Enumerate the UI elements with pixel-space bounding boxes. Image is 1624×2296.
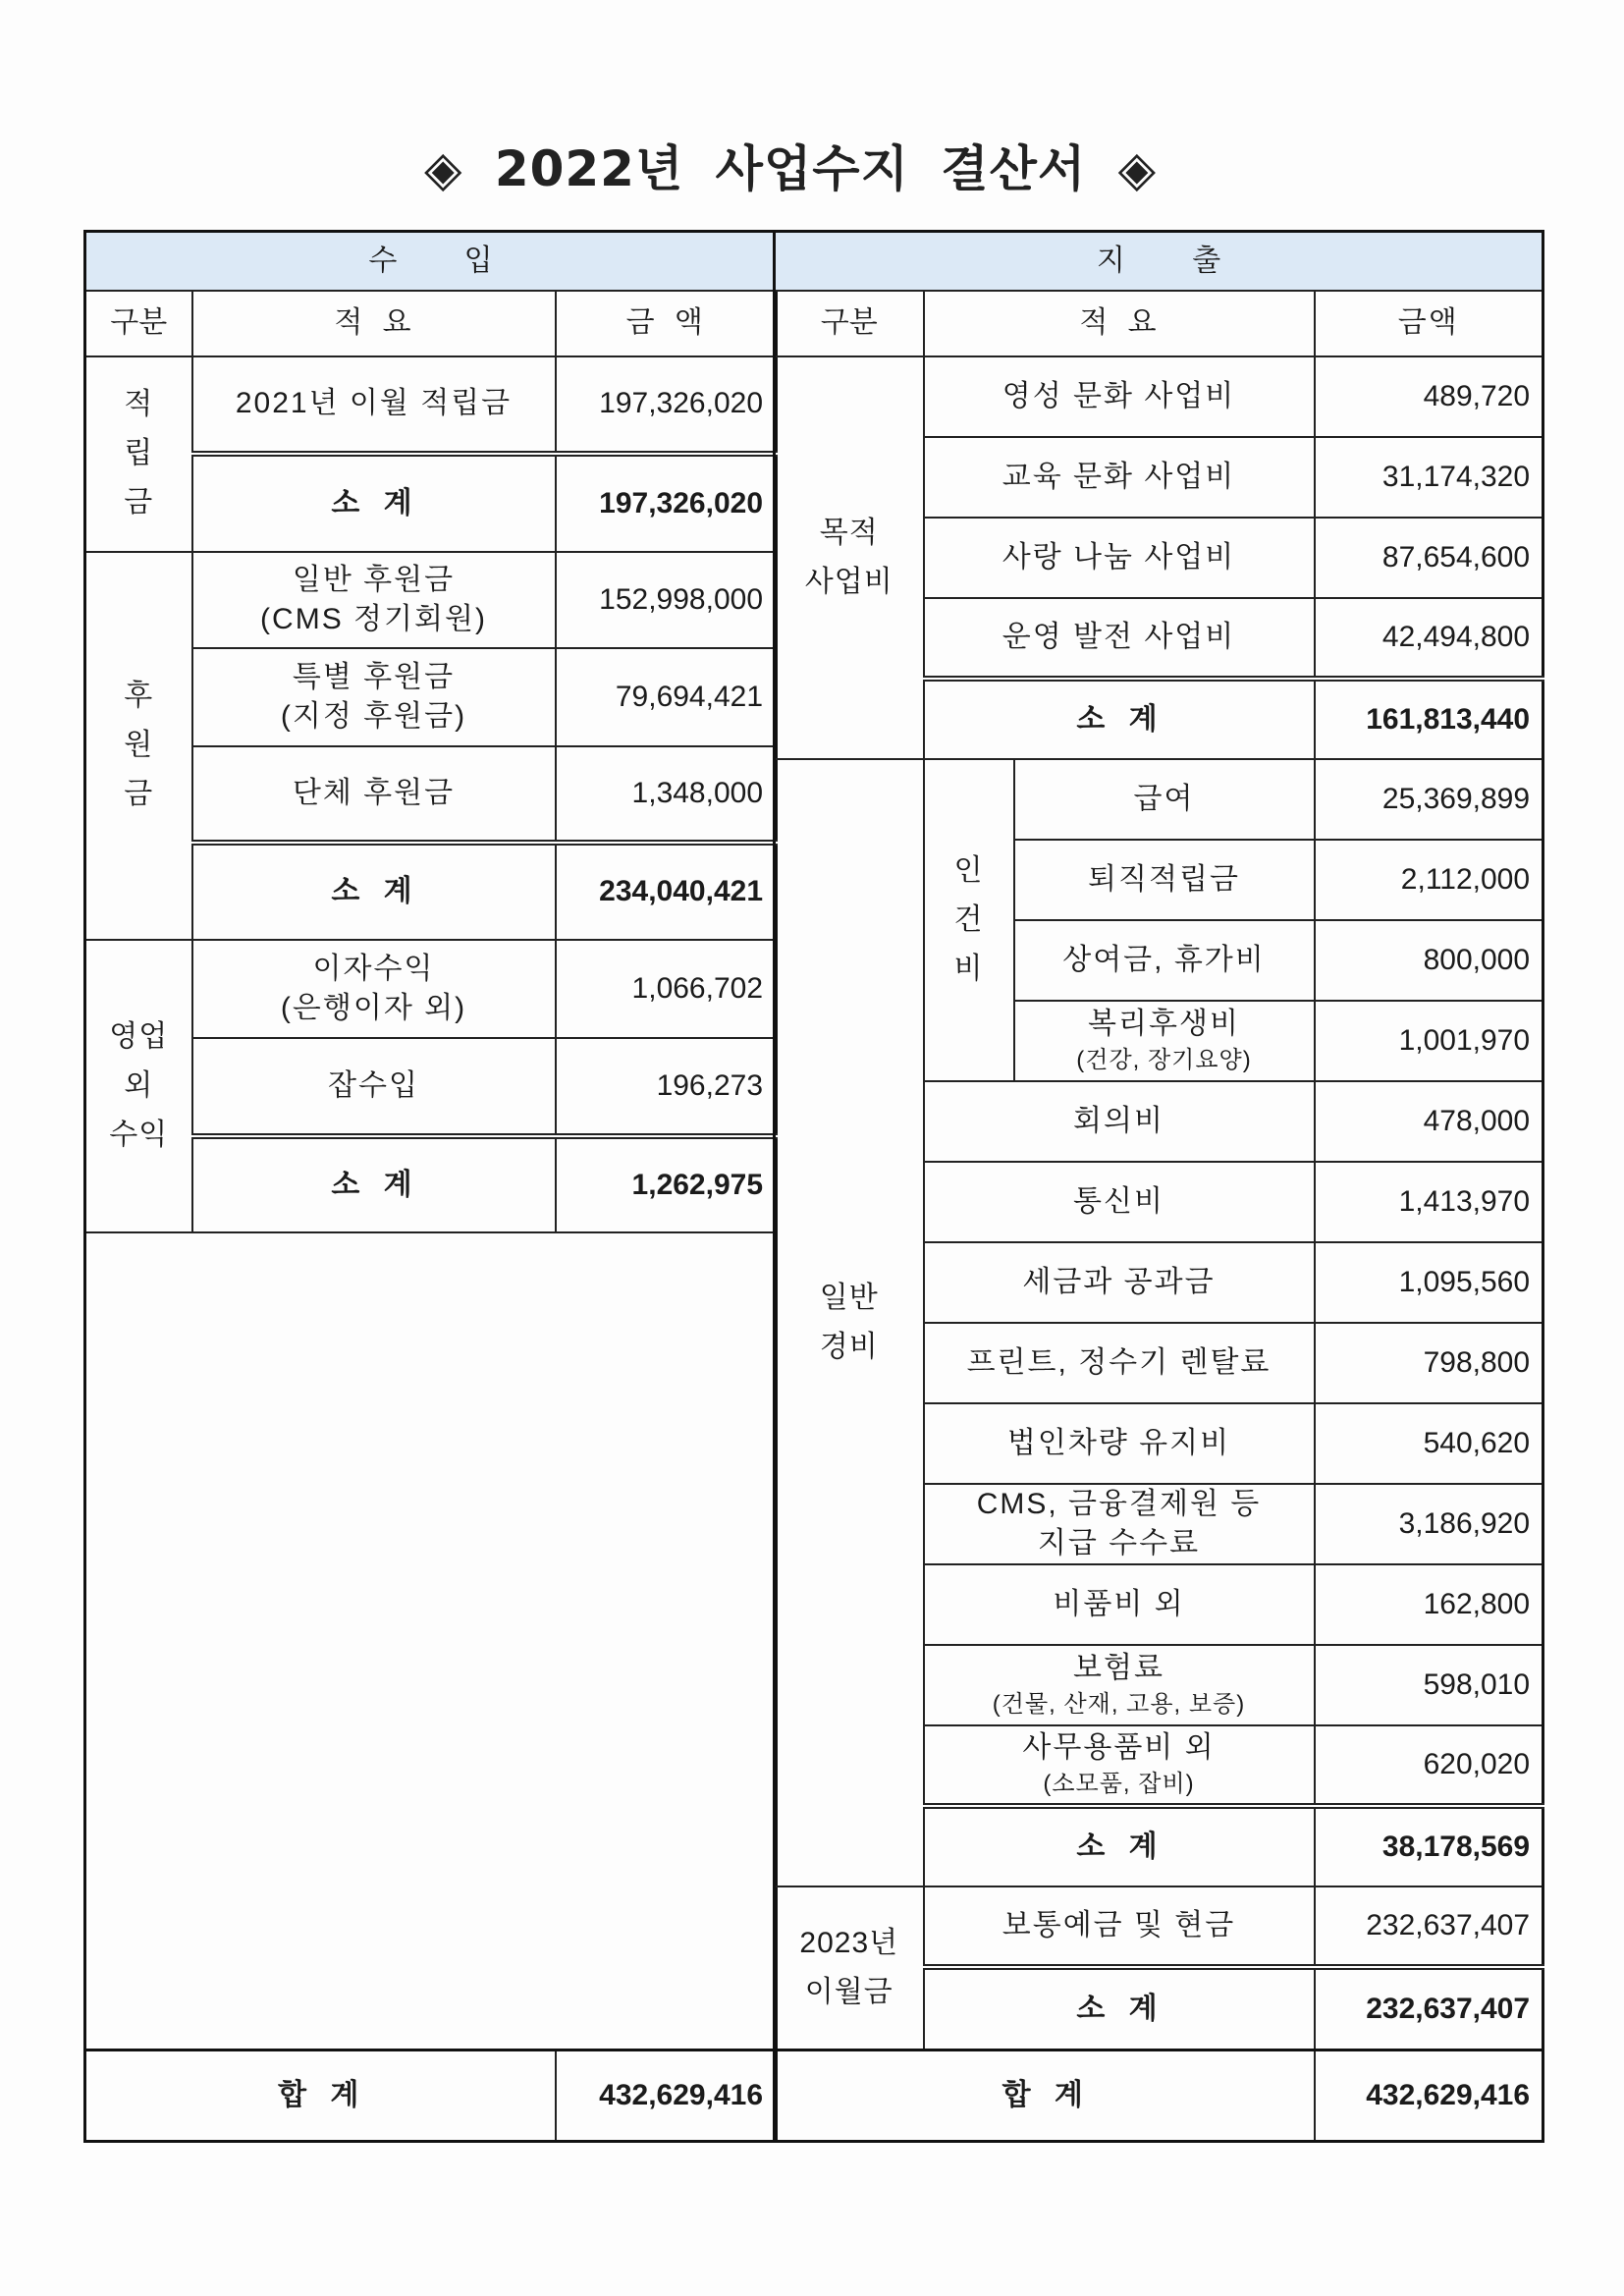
income-item-amount: 197,326,020 bbox=[556, 356, 777, 454]
item-name: 특별 후원금 bbox=[292, 660, 456, 693]
income-subtotal-amount: 1,262,975 bbox=[556, 1136, 777, 1232]
item-note: (건강, 장기요양) bbox=[1076, 1046, 1252, 1073]
expense-item-amount: 87,654,600 bbox=[1315, 518, 1543, 598]
table-row bbox=[775, 1886, 1543, 1967]
expense-item-description: 프린트, 정수기 렌탈료 bbox=[924, 1323, 1315, 1403]
expense-item-amount: 3,186,920 bbox=[1315, 1484, 1543, 1564]
income-subtotal-label: 소 계 bbox=[192, 843, 556, 940]
item-note: (건물, 산재, 고용, 보증) bbox=[992, 1690, 1246, 1718]
income-group-label-non-operating: 영업 외 수익 bbox=[85, 940, 192, 1232]
item-note: (은행이자 외) bbox=[280, 991, 467, 1024]
income-total-amount: 432,629,416 bbox=[556, 2050, 777, 2142]
expense-group-label-program: 목적 사업비 bbox=[775, 356, 924, 759]
income-table bbox=[83, 230, 778, 2143]
income-item-amount: 79,694,421 bbox=[556, 648, 777, 746]
income-subtotal-amount: 234,040,421 bbox=[556, 843, 777, 940]
expense-subtotal-amount: 38,178,569 bbox=[1315, 1806, 1543, 1886]
income-item-amount: 1,348,000 bbox=[556, 746, 777, 843]
expense-item-description bbox=[924, 1484, 1315, 1564]
table-row bbox=[85, 1232, 777, 2050]
table-row bbox=[85, 552, 777, 648]
income-item-description bbox=[192, 552, 556, 648]
expense-item-description: 운영 발전 사업비 bbox=[924, 598, 1315, 679]
expense-item-description: 법인차량 유지비 bbox=[924, 1403, 1315, 1484]
expense-item-description: 통신비 bbox=[924, 1162, 1315, 1242]
income-item-amount: 1,066,702 bbox=[556, 940, 777, 1038]
income-group-label-reserve: 적 립 금 bbox=[85, 356, 192, 552]
expense-item-amount: 598,010 bbox=[1315, 1645, 1543, 1725]
item-name: 보험료 bbox=[1073, 1651, 1164, 1684]
income-item-amount: 152,998,000 bbox=[556, 552, 777, 648]
expense-total-amount: 432,629,416 bbox=[1315, 2050, 1543, 2142]
expense-item-description: 회의비 bbox=[924, 1081, 1315, 1162]
table-row bbox=[85, 940, 777, 1038]
income-subtotal-amount: 197,326,020 bbox=[556, 454, 777, 552]
expense-item-description: 교육 문화 사업비 bbox=[924, 437, 1315, 518]
expense-item-amount: 25,369,899 bbox=[1315, 759, 1543, 840]
expense-item-description: 사랑 나눔 사업비 bbox=[924, 518, 1315, 598]
expense-item-description: 영성 문화 사업비 bbox=[924, 356, 1315, 437]
item-name: 일반 후원금 bbox=[292, 563, 456, 596]
expense-item-amount: 620,020 bbox=[1315, 1725, 1543, 1806]
expense-item-description: 급여 bbox=[1014, 759, 1315, 840]
expense-subtotal-label: 소 계 bbox=[924, 679, 1315, 759]
expense-item-amount: 1,001,970 bbox=[1315, 1001, 1543, 1081]
income-blank-area bbox=[85, 1232, 777, 2050]
income-group-label-donations: 후 원 금 bbox=[85, 552, 192, 940]
expense-item-description bbox=[924, 1645, 1315, 1725]
expense-col-category: 구분 bbox=[775, 291, 924, 356]
expense-item-description: 세금과 공과금 bbox=[924, 1242, 1315, 1323]
expense-item-amount: 800,000 bbox=[1315, 920, 1543, 1001]
total-row bbox=[85, 2050, 777, 2142]
income-section-header: 수 입 bbox=[85, 232, 777, 291]
expense-item-amount: 42,494,800 bbox=[1315, 598, 1543, 679]
expense-table bbox=[773, 230, 1544, 2143]
item-note: 지급 수수료 bbox=[1037, 1526, 1201, 1559]
expense-subtotal-amount: 232,637,407 bbox=[1315, 1967, 1543, 2050]
expense-item-amount: 2,112,000 bbox=[1315, 840, 1543, 920]
income-col-description: 적 요 bbox=[192, 291, 556, 356]
item-note: (소모품, 잡비) bbox=[1043, 1770, 1195, 1797]
expense-col-description: 적 요 bbox=[924, 291, 1315, 356]
income-item-description: 2021년 이월 적립금 bbox=[192, 356, 556, 454]
document-title: ◈ 2022년 사업수지 결산서 ◈ bbox=[423, 140, 1158, 197]
expense-item-amount: 540,620 bbox=[1315, 1403, 1543, 1484]
income-total-label: 합 계 bbox=[85, 2050, 556, 2142]
income-item-description bbox=[192, 648, 556, 746]
table-row bbox=[85, 356, 777, 454]
expense-section-header-row bbox=[775, 232, 1543, 291]
total-row bbox=[775, 2050, 1543, 2142]
expense-item-amount: 31,174,320 bbox=[1315, 437, 1543, 518]
expense-subgroup-label-personnel: 인 건 비 bbox=[924, 759, 1014, 1081]
income-subtotal-label: 소 계 bbox=[192, 1136, 556, 1232]
expense-item-amount: 162,800 bbox=[1315, 1564, 1543, 1645]
expense-section-header: 지 출 bbox=[775, 232, 1543, 291]
expense-item-amount: 1,413,970 bbox=[1315, 1162, 1543, 1242]
expense-item-description: 퇴직적립금 bbox=[1014, 840, 1315, 920]
expense-item-amount: 1,095,560 bbox=[1315, 1242, 1543, 1323]
table-row bbox=[775, 759, 1543, 840]
expense-subtotal-label: 소 계 bbox=[924, 1967, 1315, 2050]
item-name: CMS, 금융결제원 등 bbox=[976, 1487, 1262, 1520]
item-name: 사무용품비 외 bbox=[1022, 1730, 1216, 1764]
table-row bbox=[775, 356, 1543, 437]
expense-group-label-general: 일반 경비 bbox=[775, 759, 924, 1886]
item-note: (CMS 정기회원) bbox=[260, 602, 487, 635]
income-column-header-row bbox=[85, 291, 777, 356]
income-section-header-row bbox=[85, 232, 777, 291]
income-col-amount: 금 액 bbox=[556, 291, 777, 356]
item-name: 이자수익 bbox=[312, 952, 435, 985]
expense-item-description bbox=[1014, 1001, 1315, 1081]
income-item-description: 단체 후원금 bbox=[192, 746, 556, 843]
income-item-amount: 196,273 bbox=[556, 1038, 777, 1136]
income-item-description: 잡수입 bbox=[192, 1038, 556, 1136]
expense-total-label: 합 계 bbox=[775, 2050, 1315, 2142]
expense-item-description: 비품비 외 bbox=[924, 1564, 1315, 1645]
expense-item-amount: 798,800 bbox=[1315, 1323, 1543, 1403]
expense-item-amount: 478,000 bbox=[1315, 1081, 1543, 1162]
expense-column-header-row bbox=[775, 291, 1543, 356]
expense-group-label-carryover: 2023년 이월금 bbox=[775, 1886, 924, 2050]
item-note: (지정 후원금) bbox=[280, 699, 467, 733]
expense-item-description: 보통예금 및 현금 bbox=[924, 1886, 1315, 1967]
expense-subtotal-amount: 161,813,440 bbox=[1315, 679, 1543, 759]
income-subtotal-label: 소 계 bbox=[192, 454, 556, 552]
expense-item-amount: 232,637,407 bbox=[1315, 1886, 1543, 1967]
expense-item-description bbox=[924, 1725, 1315, 1806]
expense-subtotal-label: 소 계 bbox=[924, 1806, 1315, 1886]
income-item-description bbox=[192, 940, 556, 1038]
expense-col-amount: 금액 bbox=[1315, 291, 1543, 356]
expense-item-description: 상여금, 휴가비 bbox=[1014, 920, 1315, 1001]
income-col-category: 구분 bbox=[85, 291, 192, 356]
item-name: 복리후생비 bbox=[1088, 1007, 1240, 1040]
expense-item-amount: 489,720 bbox=[1315, 356, 1543, 437]
